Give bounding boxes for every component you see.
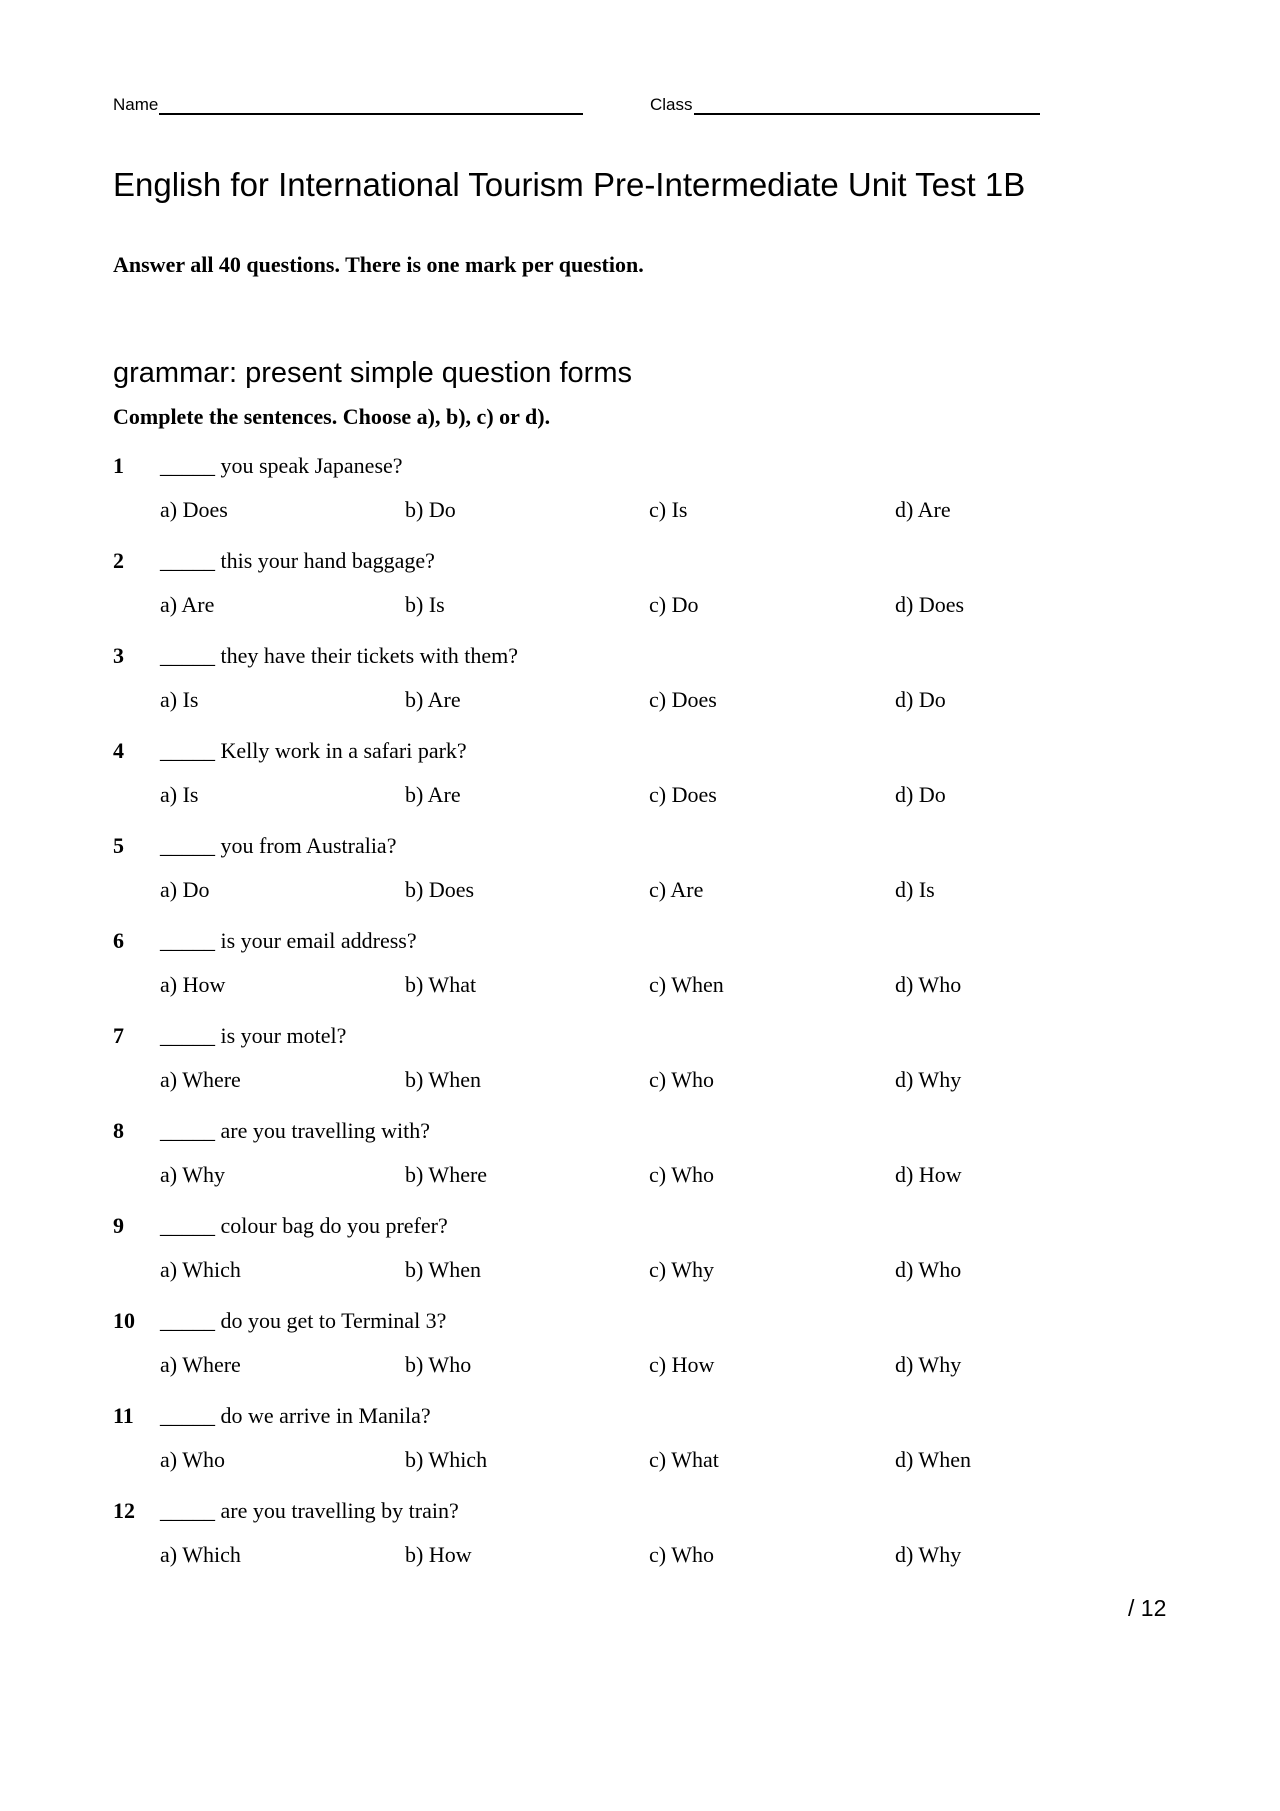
answer-option-d[interactable]: d) When — [895, 1447, 971, 1472]
answer-option-b[interactable]: b) What — [405, 972, 477, 997]
name-field[interactable] — [113, 95, 583, 115]
answer-option-a[interactable]: a) Where — [160, 1067, 241, 1092]
question-text: _____ you from Australia? — [160, 833, 397, 858]
question-number: 11 — [113, 1403, 134, 1428]
answer-option-b[interactable]: b) Is — [405, 592, 445, 617]
answer-options — [160, 496, 1160, 524]
question-item — [113, 642, 1163, 737]
question-item — [113, 1402, 1163, 1497]
answer-option-a[interactable]: a) Are — [160, 592, 215, 617]
question-item — [113, 547, 1163, 642]
answer-option-b[interactable]: b) Are — [405, 782, 461, 807]
answer-option-c[interactable]: c) Does — [649, 687, 717, 712]
score-total: / 12 — [1128, 1595, 1167, 1621]
name-blank-line[interactable] — [159, 95, 583, 115]
question-number: 4 — [113, 738, 124, 763]
answer-option-c[interactable]: c) Do — [649, 592, 699, 617]
answer-options — [160, 1256, 1160, 1284]
answer-options — [160, 876, 1160, 904]
question-item — [113, 832, 1163, 927]
answer-option-a[interactable]: a) Who — [160, 1447, 225, 1472]
answer-options — [160, 591, 1160, 619]
answer-option-d[interactable]: d) Do — [895, 782, 946, 807]
question-item — [113, 452, 1163, 547]
question-item — [113, 1022, 1163, 1117]
answer-option-c[interactable]: c) When — [649, 972, 724, 997]
answer-option-a[interactable]: a) How — [160, 972, 226, 997]
question-list — [113, 452, 1163, 1592]
question-number: 12 — [113, 1498, 135, 1523]
question-number: 1 — [113, 453, 124, 478]
answer-option-d[interactable]: d) Do — [895, 687, 946, 712]
answer-option-a[interactable]: a) Which — [160, 1542, 241, 1567]
answer-option-d[interactable]: d) Is — [895, 877, 935, 902]
answer-option-b[interactable]: b) When — [405, 1067, 481, 1092]
answer-option-d[interactable]: d) Why — [895, 1352, 962, 1377]
answer-option-d[interactable]: d) Does — [895, 592, 965, 617]
answer-option-d[interactable]: d) Are — [895, 497, 951, 522]
answer-option-a[interactable]: a) Does — [160, 497, 228, 522]
answer-options — [160, 1066, 1160, 1094]
question-text: _____ you speak Japanese? — [160, 453, 403, 478]
answer-option-a[interactable]: a) Why — [160, 1162, 225, 1187]
answer-options — [160, 1351, 1160, 1379]
answer-option-c[interactable]: c) Who — [649, 1542, 714, 1567]
answer-options — [160, 1446, 1160, 1474]
question-item — [113, 1497, 1163, 1592]
name-label: Name — [113, 95, 159, 114]
question-text: _____ is your email address? — [160, 928, 417, 953]
answer-options — [160, 781, 1160, 809]
question-number: 9 — [113, 1213, 124, 1238]
answer-option-b[interactable]: b) Does — [405, 877, 475, 902]
answer-options — [160, 971, 1160, 999]
answer-option-b[interactable]: b) Do — [405, 497, 456, 522]
test-instructions: Answer all 40 questions. There is one mark per question. — [113, 252, 644, 277]
answer-options — [160, 1161, 1160, 1189]
question-number: 3 — [113, 643, 124, 668]
question-text: _____ is your motel? — [160, 1023, 347, 1048]
question-number: 6 — [113, 928, 124, 953]
answer-option-c[interactable]: c) Does — [649, 782, 717, 807]
answer-option-a[interactable]: a) Is — [160, 782, 199, 807]
answer-option-c[interactable]: c) Are — [649, 877, 704, 902]
question-number: 10 — [113, 1308, 135, 1333]
answer-option-b[interactable]: b) Where — [405, 1162, 488, 1187]
answer-option-d[interactable]: d) Who — [895, 1257, 962, 1282]
student-info-row — [113, 95, 1163, 117]
question-item — [113, 927, 1163, 1022]
question-number: 7 — [113, 1023, 124, 1048]
class-field[interactable] — [650, 95, 1040, 115]
question-item — [113, 1307, 1163, 1402]
section-instructions: Complete the sentences. Choose a), b), c) or d). — [113, 404, 551, 429]
answer-option-d[interactable]: d) Why — [895, 1067, 962, 1092]
answer-option-b[interactable]: b) Which — [405, 1447, 488, 1472]
answer-option-c[interactable]: c) How — [649, 1352, 715, 1377]
answer-option-b[interactable]: b) Who — [405, 1352, 472, 1377]
question-item — [113, 1212, 1163, 1307]
answer-option-d[interactable]: d) How — [895, 1162, 962, 1187]
answer-option-a[interactable]: a) Where — [160, 1352, 241, 1377]
question-text: _____ are you travelling with? — [160, 1118, 431, 1143]
question-text: _____ are you travelling by train? — [160, 1498, 459, 1523]
answer-option-b[interactable]: b) Are — [405, 687, 461, 712]
answer-option-c[interactable]: c) Is — [649, 497, 688, 522]
class-label: Class — [650, 95, 693, 114]
question-text: _____ Kelly work in a safari park? — [160, 738, 467, 763]
answer-option-c[interactable]: c) Who — [649, 1162, 714, 1187]
answer-option-d[interactable]: d) Why — [895, 1542, 962, 1567]
page-title: English for International Tourism Pre-Intermediate Unit Test 1B — [113, 166, 1026, 203]
answer-option-a[interactable]: a) Do — [160, 877, 210, 902]
answer-option-b[interactable]: b) When — [405, 1257, 481, 1282]
section-title: grammar: present simple question forms — [113, 357, 632, 389]
question-text: _____ do you get to Terminal 3? — [160, 1308, 447, 1333]
answer-option-a[interactable]: a) Which — [160, 1257, 241, 1282]
class-blank-line[interactable] — [694, 95, 1040, 115]
answer-option-a[interactable]: a) Is — [160, 687, 199, 712]
answer-options — [160, 1541, 1160, 1569]
answer-option-c[interactable]: c) What — [649, 1447, 719, 1472]
answer-option-c[interactable]: c) Why — [649, 1257, 714, 1282]
question-item — [113, 737, 1163, 832]
question-text: _____ they have their tickets with them? — [160, 643, 519, 668]
question-item — [113, 1117, 1163, 1212]
answer-option-d[interactable]: d) Who — [895, 972, 962, 997]
question-text: _____ this your hand baggage? — [160, 548, 435, 573]
answer-option-b[interactable]: b) How — [405, 1542, 472, 1567]
answer-options — [160, 686, 1160, 714]
answer-option-c[interactable]: c) Who — [649, 1067, 714, 1092]
question-number: 2 — [113, 548, 124, 573]
question-text: _____ colour bag do you prefer? — [160, 1213, 448, 1238]
question-number: 5 — [113, 833, 124, 858]
question-text: _____ do we arrive in Manila? — [160, 1403, 431, 1428]
question-number: 8 — [113, 1118, 124, 1143]
